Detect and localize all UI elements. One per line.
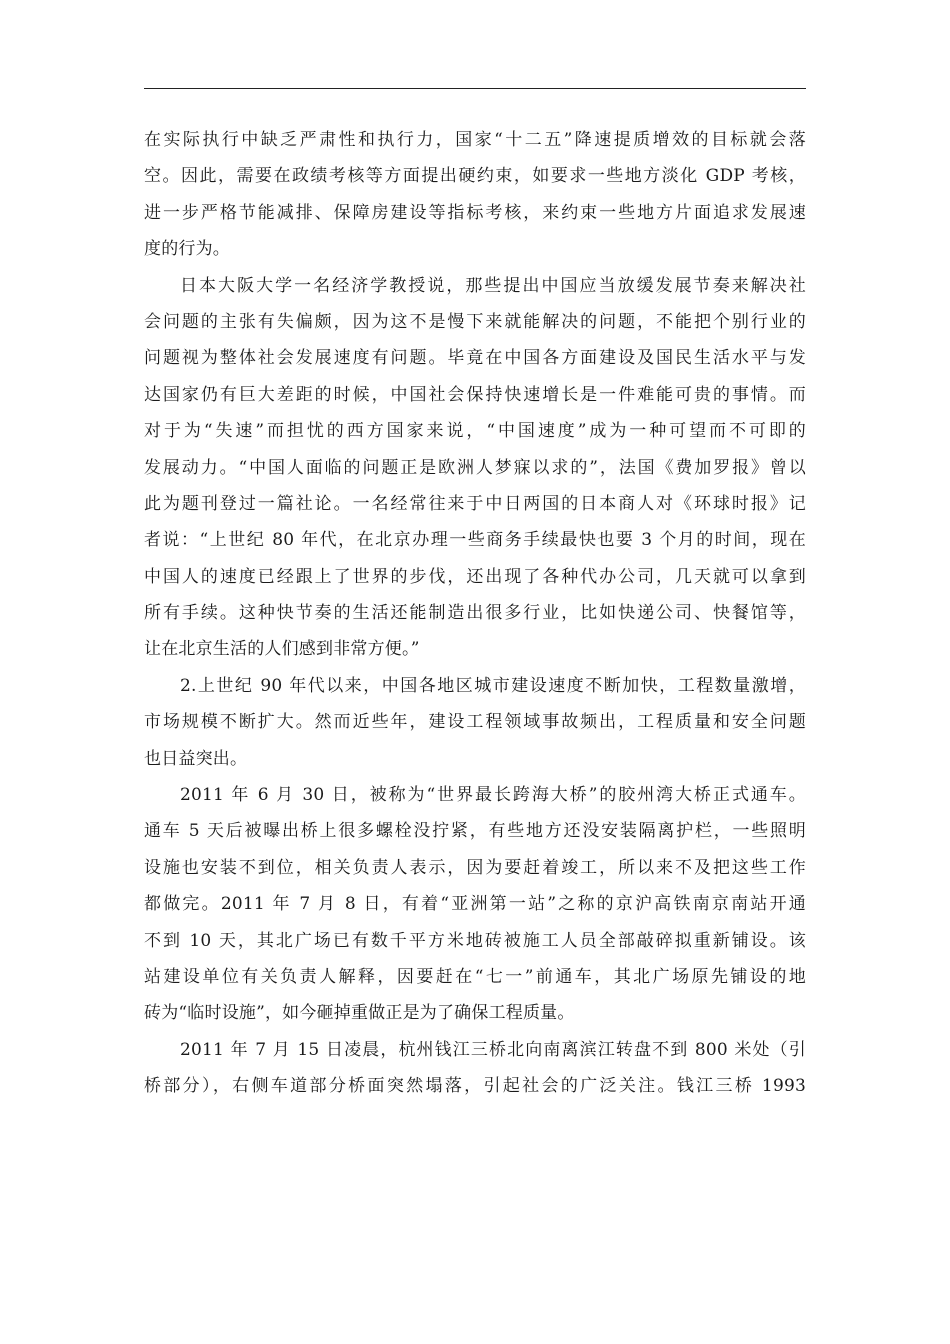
- text-line: 市场规模不断扩大。然而近些年，建设工程领域事故频出，工程质量和安全问题: [144, 712, 806, 733]
- text-line: 中国人的速度已经跟上了世界的步伐，还出现了各种代办公司，几天就可以拿到: [144, 566, 806, 587]
- text-line: 不到 10 天，其北广场已有数千平方米地砖被施工人员全部敲碎拟重新铺设。该: [144, 930, 806, 951]
- header-rule: [144, 88, 806, 89]
- text-line: 2011 年 7 月 15 日凌晨，杭州钱江三桥北向南离滨江转盘不到 800 米处（引: [180, 1039, 806, 1060]
- paragraph-p3: [144, 668, 806, 777]
- text-line: 会问题的主张有失偏颇，因为这不是慢下来就能解决的问题，不能把个别行业的: [144, 311, 806, 332]
- document-body: [144, 122, 806, 1105]
- text-line: 发展动力。“中国人面临的问题正是欧洲人梦寐以求的”，法国《费加罗报》曾以: [144, 457, 806, 478]
- paragraph-p1: [144, 122, 806, 268]
- text-line: 达国家仍有巨大差距的时候，中国社会保持快速增长是一件难能可贵的事情。而: [144, 384, 806, 405]
- text-line: 2.上世纪 90 年代以来，中国各地区城市建设速度不断加快，工程数量激增，: [180, 675, 806, 696]
- text-line: 设施也安装不到位，相关负责人表示，因为要赶着竣工，所以来不及把这些工作: [144, 857, 806, 878]
- text-line: 进一步严格节能减排、保障房建设等指标考核，来约束一些地方片面追求发展速: [144, 202, 806, 223]
- text-line: 2011 年 6 月 30 日，被称为“世界最长跨海大桥”的胶州湾大桥正式通车。: [180, 785, 806, 806]
- paragraph-p5: [144, 1032, 806, 1105]
- text-line: 桥部分），右侧车道部分桥面突然塌落，引起社会的广泛关注。钱江三桥 1993: [144, 1076, 806, 1097]
- text-line: 让在北京生活的人们感到非常方便。”: [144, 639, 420, 660]
- text-line: 都做完。2011 年 7 月 8 日，有着“亚洲第一站”之称的京沪高铁南京南站开通: [144, 894, 806, 915]
- paragraph-p4: [144, 777, 806, 1032]
- text-line: 此为题刊登过一篇社论。一名经常往来于中日两国的日本商人对《环球时报》记: [144, 493, 806, 514]
- text-line: 对于为“失速”而担忧的西方国家来说，“中国速度”成为一种可望而不可即的: [144, 421, 806, 442]
- text-line: 者说：“上世纪 80 年代，在北京办理一些商务手续最快也要 3 个月的时间，现在: [144, 530, 806, 551]
- text-line: 通车 5 天后被曝出桥上很多螺栓没拧紧，有些地方还没安装隔离护栏，一些照明: [144, 821, 806, 842]
- text-line: 站建设单位有关负责人解释，因要赶在“七一”前通车，其北广场原先铺设的地: [144, 966, 806, 987]
- text-line: 所有手续。这种快节奏的生活还能制造出很多行业，比如快递公司、快餐馆等，: [144, 603, 806, 624]
- text-line: 砖为“临时设施”，如今砸掉重做正是为了确保工程质量。: [144, 1003, 575, 1024]
- text-line: 也日益突出。: [144, 748, 248, 769]
- paragraph-p2: [144, 268, 806, 668]
- text-line: 空。因此，需要在政绩考核等方面提出硬约束，如要求一些地方淡化 GDP 考核，: [144, 166, 806, 187]
- text-line: 度的行为。: [144, 239, 230, 260]
- text-line: 在实际执行中缺乏严肃性和执行力，国家“十二五”降速提质增效的目标就会落: [144, 130, 806, 150]
- text-line: 问题视为整体社会发展速度有问题。毕竟在中国各方面建设及国民生活水平与发: [144, 348, 806, 369]
- text-line: 日本大阪大学一名经济学教授说，那些提出中国应当放缓发展节奏来解决社: [180, 275, 806, 296]
